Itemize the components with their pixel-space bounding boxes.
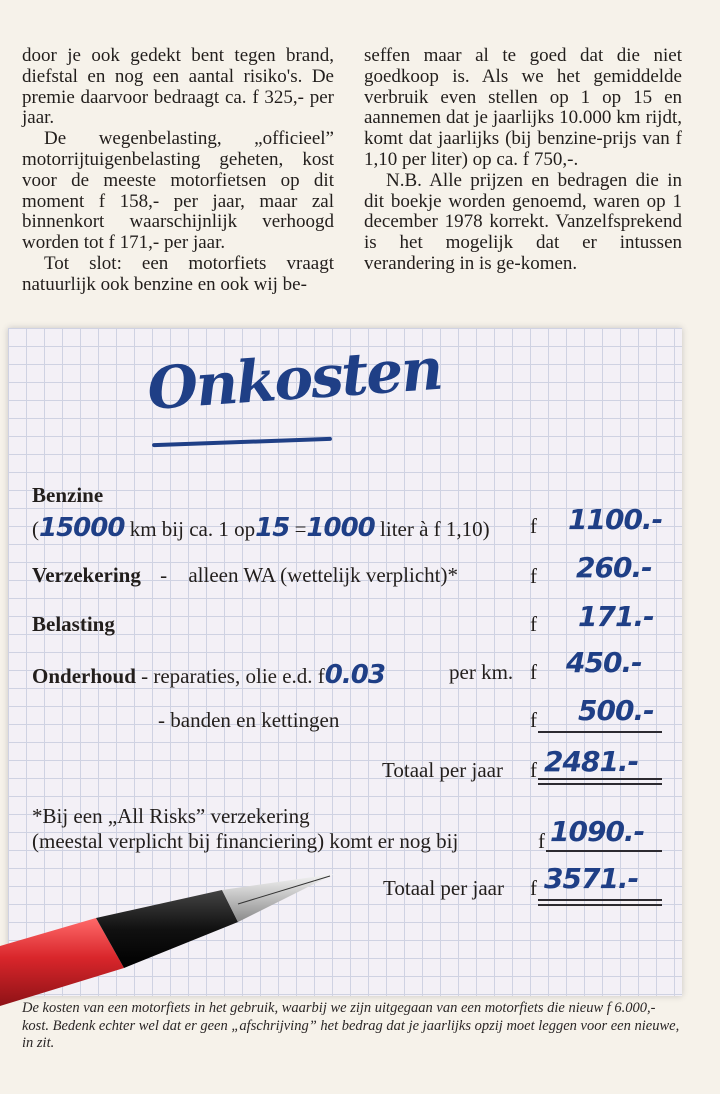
banden-desc: - banden en kettingen — [158, 708, 340, 732]
onderhoud-row — [32, 660, 385, 690]
totaal2-amount: 3571.- — [544, 862, 639, 895]
currency-sign: f — [538, 829, 545, 853]
sum-line — [538, 731, 662, 733]
right-paragraph-2: N.B. Alle prijzen en bedragen die in dit boekje worden genoemd, waren op 1 december 1978 korrekt. Vanzelfsprekend is het mogelijk dat er intussen verandering in is ge-komen. — [364, 169, 682, 274]
total-line — [538, 778, 662, 780]
verzekering-label: Verzekering — [32, 563, 141, 587]
right-text-column — [364, 46, 682, 275]
all-risks-line1: *Bij een „All Risks” verzekering — [32, 804, 310, 828]
currency-sign: f — [530, 758, 537, 782]
benzine-ratio: 15 — [255, 513, 290, 543]
onderhoud-rate: 0.03 — [324, 660, 385, 690]
belasting-amount: 171.- — [578, 600, 654, 633]
all-risks-amount: 1090.- — [550, 815, 645, 848]
banden-amount: 500.- — [578, 694, 654, 727]
onkosten-heading: Onkosten — [145, 334, 444, 423]
left-paragraph-1: door je ook gedekt bent tegen brand, diefstal en nog een aantal risiko's. De premie daarvoor bedraagt ca. f 325,- per jaar. — [22, 45, 334, 129]
verzekering-amount: 260.- — [576, 551, 652, 584]
benzine-calculation: (15000 km bij ca. 1 op15 =1000 liter à f 1,10) — [32, 513, 490, 543]
benzine-amount: 1100.- — [568, 503, 663, 536]
currency-sign: f — [530, 708, 537, 732]
currency-sign: f — [530, 514, 537, 538]
totaal2-label: Totaal per jaar — [383, 876, 504, 900]
fountain-pen-illustration — [0, 860, 360, 1010]
belasting-label: Belasting — [32, 612, 115, 636]
right-paragraph-1: seffen maar al te goed dat die niet goedkoop is. Als we het gemiddelde verbruik even stellen op 1 op 15 en aannemen dat je jaarlijks 10.000 km rijdt, komt dat jaarlijks (bij benzine-prijs van f 1,10 per liter) op ca. f 750,-. — [364, 45, 682, 170]
benzine-liters: 1000 — [306, 513, 375, 543]
currency-sign: f — [530, 660, 537, 684]
totaal1-label: Totaal per jaar — [382, 758, 503, 782]
benzine-label: Benzine — [32, 483, 104, 507]
onderhoud-desc: - reparaties, olie e.d. f — [141, 664, 325, 688]
total-line — [538, 899, 662, 901]
onderhoud-amount: 450.- — [566, 646, 642, 679]
pen-nib — [222, 874, 334, 922]
currency-sign: f — [530, 612, 537, 636]
onderhoud-label: Onderhoud — [32, 664, 136, 688]
verzekering-desc: alleen WA (wettelijk verplicht)* — [188, 563, 458, 587]
currency-sign: f — [530, 876, 537, 900]
currency-sign: f — [530, 564, 537, 588]
total-line — [538, 904, 662, 906]
total-line — [538, 783, 662, 785]
left-paragraph-2: De wegenbelasting, „officieel” motorrijtuigenbelasting geheten, kost voor de meeste motorfietsen op dit moment f 158,- per jaar, maar zal binnenkort waarschijnlijk verhoogd worden tot f 171,- per jaar. — [22, 128, 334, 254]
benzine-km: 15000 — [39, 513, 125, 543]
totaal1-amount: 2481.- — [544, 745, 639, 778]
left-paragraph-3: Tot slot: een motorfiets vraagt natuurlijk ook benzine en ook wij be- — [22, 252, 334, 295]
caption: De kosten van een motorfiets in het gebruik, waarbij we zijn uitgegaan van een motorfiets die nieuw f 6.000,- kost. Bedenk echter wel dat er geen „afschrijving” het bedrag dat je jaarlijks opzij moet leggen voor een nieuwe, in zit. — [22, 1000, 680, 1051]
all-risks-line2: (meestal verplicht bij financiering) komt er nog bij — [32, 829, 459, 853]
left-text-column — [22, 46, 334, 296]
sum-line — [546, 850, 662, 852]
verzekering-row: Verzekering - alleen WA (wettelijk verplicht)* — [32, 563, 458, 587]
onderhoud-unit: per km. — [449, 660, 514, 684]
